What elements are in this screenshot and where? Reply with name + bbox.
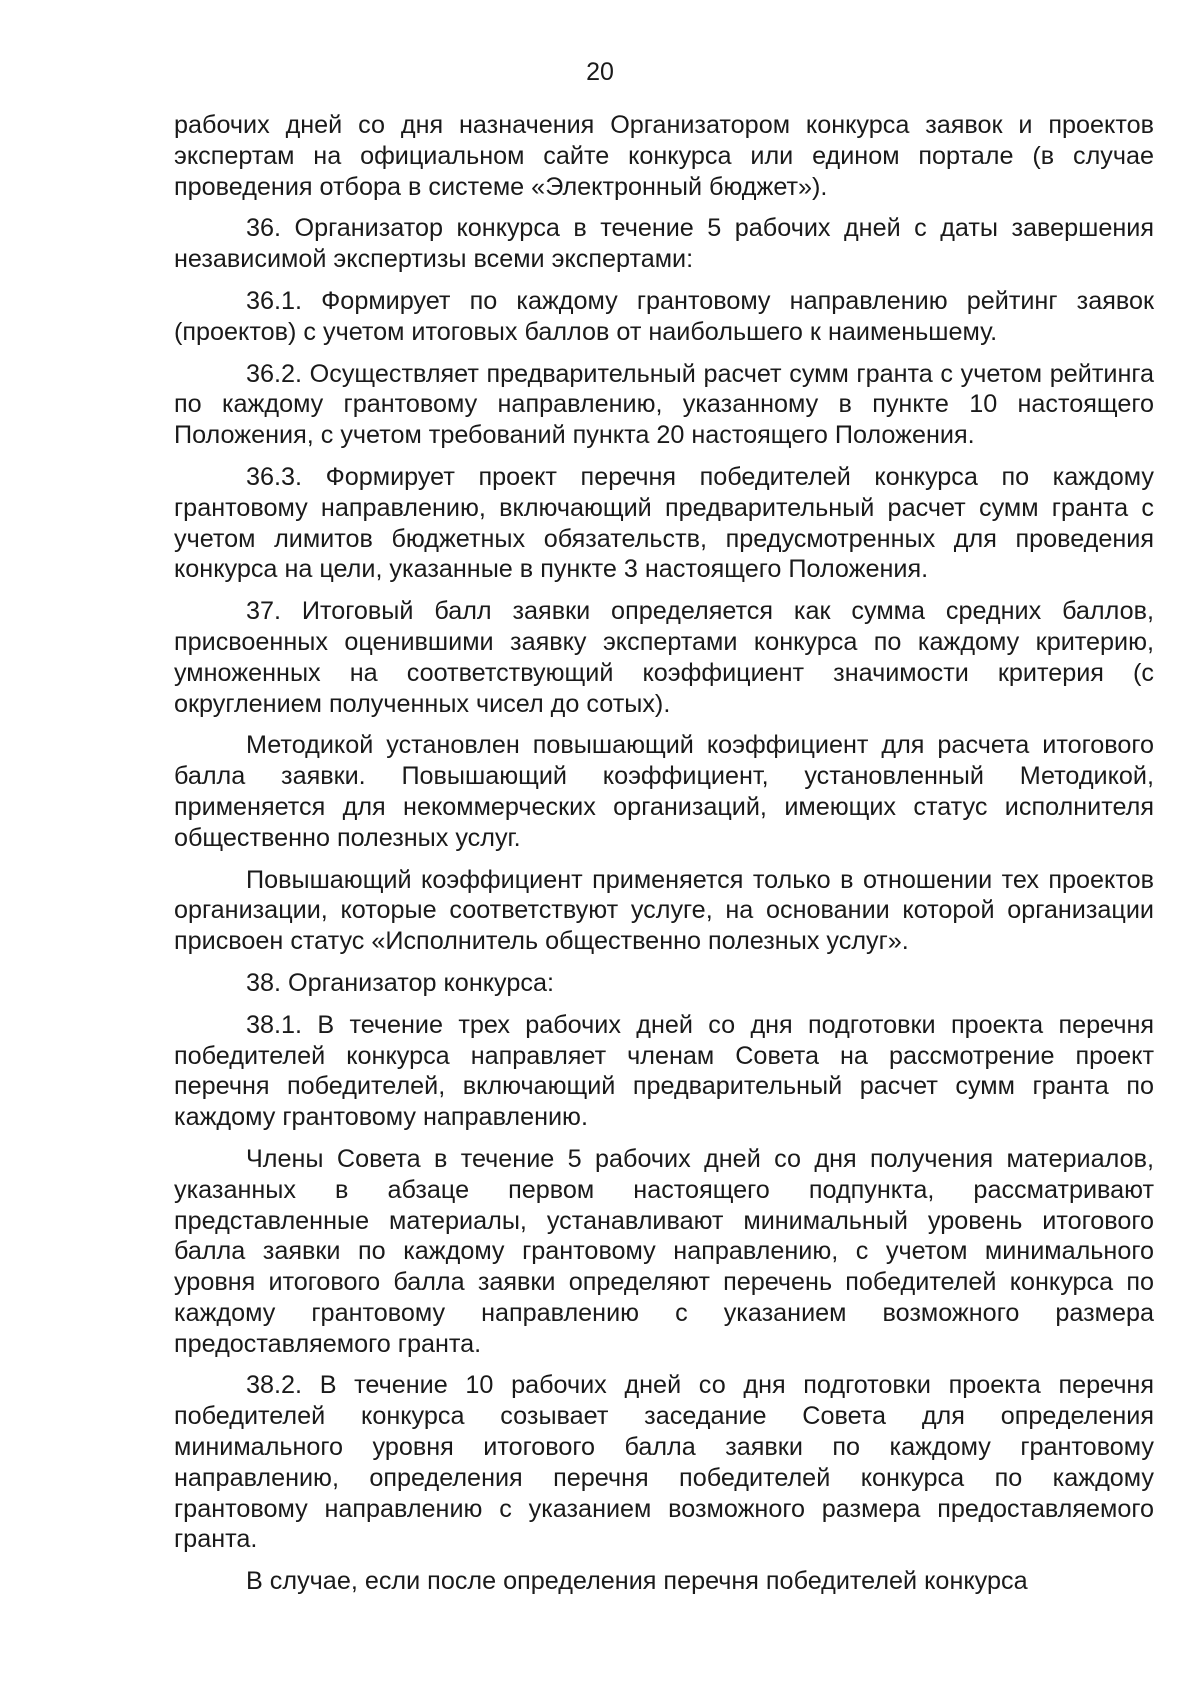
paragraph-37: 37. Итоговый балл заявки определяется как сумма средних баллов, присвоенных оценившими заявку экспертами конкурса по каждому критерию, умноженных на соответствующий коэффициент значимости критерия (с округлением полученных чисел до сотых). [174, 597, 1154, 718]
paragraph-37-coefficient: Повышающий коэффициент применяется только в отношении тех проектов организации, которые соответствуют услуге, на основании которой организации присвоен статус «Исполнитель общественно полезных услуг». [174, 865, 1154, 956]
paragraph-36: 36. Организатор конкурса в течение 5 рабочих дней с даты завершения независимой экспертизы всеми экспертами: [174, 214, 1154, 274]
page-number: 20 [586, 58, 614, 86]
paragraph-36-2: 36.2. Осуществляет предварительный расчет сумм гранта с учетом рейтинга по каждому грантовому направлению, указанному в пункте 10 настоящего Положения, с учетом требований пункта 20 настоящего Положения. [174, 359, 1154, 450]
paragraph-continuation: рабочих дней со дня назначения Организатором конкурса заявок и проектов экспертам на официальном сайте конкурса или едином портале (в случае проведения отбора в системе «Электронный бюджет»). [174, 111, 1154, 201]
paragraph-36-3: 36.3. Формирует проект перечня победителей конкурса по каждому грантовому направлению, включающий предварительный расчет сумм гранта с учетом лимитов бюджетных обязательств, предусмотренных для проведения конкурса на цели, указанные в пункте 3 настоящего Положения. [174, 462, 1154, 584]
paragraph-38-2: 38.2. В течение 10 рабочих дней со дня подготовки проекта перечня победителей конкурса созывает заседание Совета для определения минимального уровня итогового балла заявки по каждому грантовому направлению, определения перечня победителей конкурса по каждому грантовому направлению с указанием возможного размера предоставляемого гранта. [174, 1371, 1154, 1554]
paragraph-38-1-council: Члены Совета в течение 5 рабочих дней со дня получения материалов, указанных в абзаце первом настоящего подпункта, рассматривают представленные материалы, устанавливают минимальный уровень итогового балла заявки по каждому грантовому направлению, с учетом минимального уровня итогового балла заявки определяют перечень победителей конкурса по каждому грантовому направлению с указанием возможного размера предоставляемого гранта. [174, 1144, 1154, 1358]
document-body [174, 110, 1154, 1608]
paragraph-38-1: 38.1. В течение трех рабочих дней со дня подготовки проекта перечня победителей конкурса направляет членам Совета на рассмотрение проект перечня победителей, включающий предварительный расчет сумм гранта по каждому грантовому направлению. [174, 1010, 1154, 1132]
paragraph-36-1: 36.1. Формирует по каждому грантовому направлению рейтинг заявок (проектов) с учетом итоговых баллов от наибольшего к наименьшему. [174, 286, 1154, 346]
paragraph-37-methodology: Методикой установлен повышающий коэффициент для расчета итогового балла заявки. Повышающий коэффициент, установленный Методикой, применяется для некоммерческих организаций, имеющих статус исполнителя общественно полезных услуг. [174, 731, 1154, 852]
paragraph-38-2-continued: В случае, если после определения перечня победителей конкурса [246, 1567, 1028, 1596]
paragraph-38: 38. Организатор конкурса: [246, 968, 554, 997]
